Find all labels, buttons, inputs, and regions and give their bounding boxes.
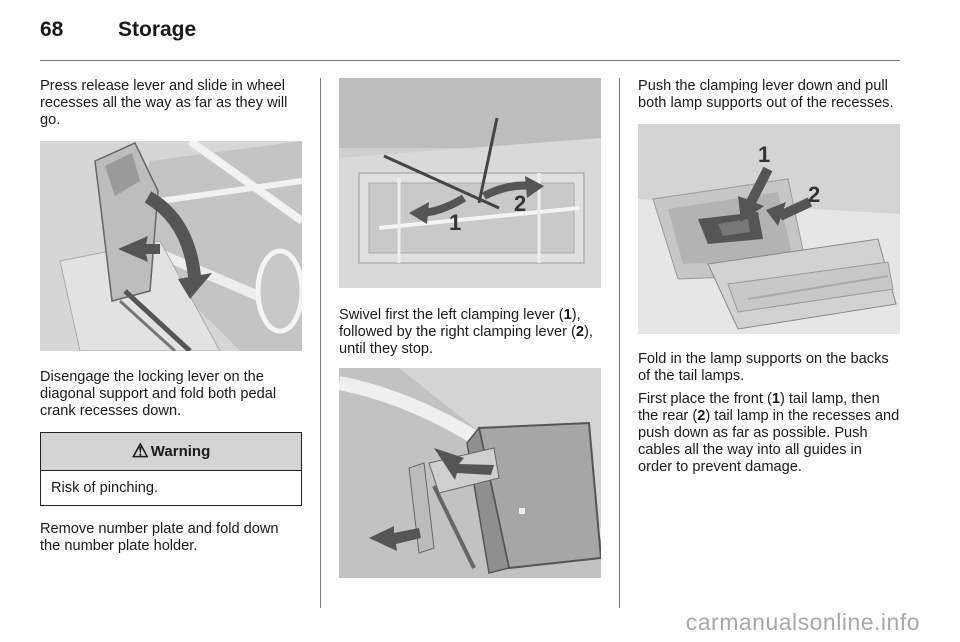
instruction-remove-number-plate: Remove number plate and fold down the number plate holder. bbox=[40, 521, 279, 554]
ref-1: 1 bbox=[771, 391, 780, 407]
figure-callout-1: 1 bbox=[758, 142, 771, 167]
column-3 bbox=[638, 78, 900, 476]
figure-callout-2: 2 bbox=[808, 182, 821, 207]
figure-callout-1: 1 bbox=[449, 210, 462, 235]
instruction-release-lever: Press release lever and slide in wheel recesses all the way as far as they will go. bbox=[40, 78, 288, 128]
header-rule bbox=[40, 60, 900, 61]
warning-box bbox=[40, 432, 302, 506]
instruction-swivel-levers: Swivel first the left clamping lever (1), followed by the right clamping lever (2), until they stop. bbox=[339, 307, 593, 357]
instruction-fold-lamp-supports: Fold in the lamp supports on the backs of the tail lamps. bbox=[638, 351, 889, 384]
warning-body: Risk of pinching. bbox=[51, 479, 159, 496]
page-number: 68 bbox=[40, 18, 64, 41]
column-1 bbox=[40, 78, 302, 555]
figure-tail-lamps bbox=[638, 124, 900, 334]
instruction-disengage-lever: Disengage the locking lever on the diagonal support and fold both pedal crank recesses down. bbox=[40, 369, 277, 419]
column-2 bbox=[339, 78, 601, 578]
figure-lamp-support bbox=[339, 368, 601, 578]
column-divider-2 bbox=[619, 78, 620, 608]
watermark: carmanualsonline.info bbox=[685, 609, 920, 635]
figure-pedal-crank-recess bbox=[40, 141, 302, 351]
column-divider-1 bbox=[320, 78, 321, 608]
warning-header bbox=[41, 433, 301, 471]
figure-callout-2: 2 bbox=[514, 191, 527, 216]
warning-title: Warning bbox=[150, 443, 211, 460]
figure-clamping-levers bbox=[339, 78, 601, 288]
instruction-pull-lamp-supports: Push the clamping lever down and pull both lamp supports out of the recesses. bbox=[638, 78, 894, 111]
page-header bbox=[40, 18, 196, 48]
warning-triangle-icon: ⚠ bbox=[131, 441, 149, 462]
instruction-place-tail-lamps: First place the front (1) tail lamp, then the rear (2) tail lamp in the recesses and push down as far as possible. Push cables all the way into all guides in order to prevent damage. bbox=[638, 391, 900, 475]
section-title: Storage bbox=[118, 18, 197, 41]
ref-2: 2 bbox=[575, 324, 584, 340]
ref-1: 1 bbox=[563, 307, 572, 323]
ref-2: 2 bbox=[697, 408, 706, 424]
